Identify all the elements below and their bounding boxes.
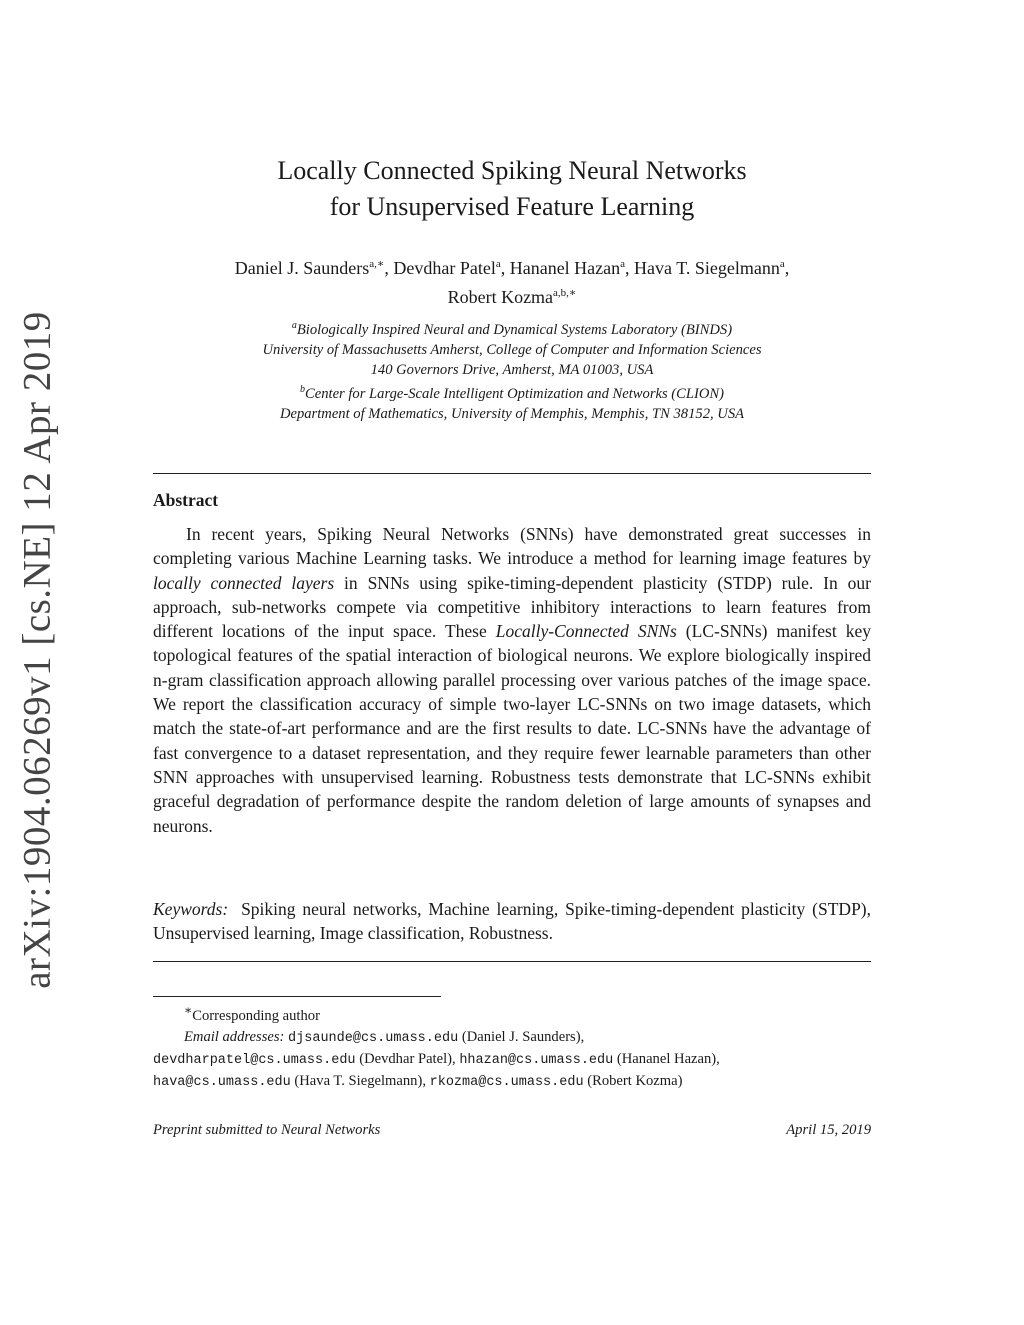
title-line-1: Locally Connected Spiking Neural Networks	[277, 156, 747, 185]
email-owner: (Robert Kozma)	[587, 1072, 683, 1089]
author-affil-mark: a	[620, 258, 626, 270]
arxiv-side-stamp	[12, 311, 62, 989]
affil-mark-a: a	[291, 320, 297, 331]
keywords	[153, 897, 871, 946]
author-affil-mark: a,∗	[369, 258, 385, 270]
email-link[interactable]: djsaunde@cs.umass.edu	[288, 1030, 459, 1046]
author-list: Daniel J. Saunders$^{a,∗}$, Devdhar Patel$^a$, Hananel Hazan$^a$, Hava T. Siegelmann$^a$, Robert Kozma$^{a,b,∗}$	[234, 258, 790, 307]
email-link[interactable]: rkozma@cs.umass.edu	[429, 1074, 584, 1090]
abstract-emphasis-2: Locally-Connected SNNs	[495, 621, 677, 642]
abstract-part-2: in SNNs using spike-timing-dependent plasticity (STDP) rule. In our approach, sub-networks compete via competitive inhibitory interactions to learn features from different locations of the input space. These	[153, 572, 871, 642]
corresponding-mark: ∗	[184, 1003, 193, 1017]
affiliations	[153, 316, 871, 424]
author-affil-mark: a	[495, 258, 501, 270]
email-owner: (Hava T. Siegelmann),	[294, 1072, 426, 1089]
corresponding-author-note: Corresponding author	[192, 1007, 320, 1024]
affil-b-line-2: Department of Mathematics, University of Memphis, Memphis, TN 38152, USA	[279, 405, 745, 422]
preprint-note: Preprint submitted to Neural Networks	[153, 1122, 381, 1138]
footnote-rule	[153, 996, 441, 997]
author-name: Daniel J. Saunders	[234, 258, 370, 278]
author-name: Hananel Hazan	[509, 258, 621, 278]
email-label: Email addresses:	[184, 1028, 285, 1045]
abstract-part-1: In recent years, Spiking Neural Networks (SNNs) have demonstrated great successes in completing various Machine Learning tasks. We introduce a method for learning image features by	[153, 524, 871, 569]
email-owner: (Hananel Hazan),	[616, 1050, 720, 1067]
affil-mark-b: b	[300, 383, 305, 395]
email-link[interactable]: hhazan@cs.umass.edu	[459, 1052, 614, 1068]
preprint-date: April 15, 2019	[786, 1122, 871, 1138]
paper-title	[153, 153, 871, 225]
title-line-2: for Unsupervised Feature Learning	[329, 192, 695, 221]
email-owner: (Daniel J. Saunders),	[461, 1028, 585, 1045]
email-link[interactable]: devdharpatel@cs.umass.edu	[153, 1052, 356, 1068]
abstract-bottom-rule	[153, 961, 871, 962]
keywords-label: Keywords:	[153, 899, 229, 919]
footnotes	[153, 1000, 871, 1093]
page-footer	[153, 1122, 871, 1139]
affil-a-line-2: University of Massachusetts Amherst, College of Computer and Information Sciences	[262, 341, 762, 358]
abstract-heading: Abstract	[153, 490, 219, 510]
affil-a-line-3: 140 Governors Drive, Amherst, MA 01003, USA	[370, 361, 654, 378]
author-name: Devdhar Patel	[393, 258, 496, 278]
keywords-text: Spiking neural networks, Machine learning, Spike-timing-dependent plasticity (STDP), Unsupervised learning, Image classification, Robustness.	[153, 899, 871, 944]
abstract-text	[153, 522, 871, 838]
author-name: Robert Kozma	[447, 287, 554, 307]
arxiv-identifier: arXiv:1904.06269v1 [cs.NE] 12 Apr 2019	[15, 311, 59, 989]
author-affil-mark: a	[779, 258, 785, 270]
affil-b-line-1: Center for Large-Scale Intelligent Optimization and Networks (CLION)	[305, 385, 724, 402]
abstract-part-3: (LC-SNNs) manifest key topological features of the spatial interaction of biological neurons. We explore biologically inspired n-gram classification approach allowing parallel processing over various patches of the image space. We report the classification accuracy of simple two-layer LC-SNNs on two image datasets, which match the state-of-art performance and are the first results to date. LC-SNNs have the advantage of fast convergence to a dataset representation, and they require fewer learnable parameters than other SNN approaches with unsupervised learning. Robustness tests demonstrate that LC-SNNs exhibit graceful degradation of performance despite the random deletion of large amounts of synapses and neurons.	[153, 621, 871, 836]
abstract-emphasis-1: locally connected layers	[153, 572, 335, 593]
abstract-top-rule	[153, 473, 871, 474]
author-affil-mark: a,b,∗	[553, 287, 577, 299]
email-link[interactable]: hava@cs.umass.edu	[153, 1074, 291, 1090]
email-owner: (Devdhar Patel),	[359, 1050, 456, 1067]
affil-a-line-1: Biologically Inspired Neural and Dynamical Systems Laboratory (BINDS)	[296, 321, 733, 338]
author-name: Hava T. Siegelmann	[634, 258, 780, 278]
